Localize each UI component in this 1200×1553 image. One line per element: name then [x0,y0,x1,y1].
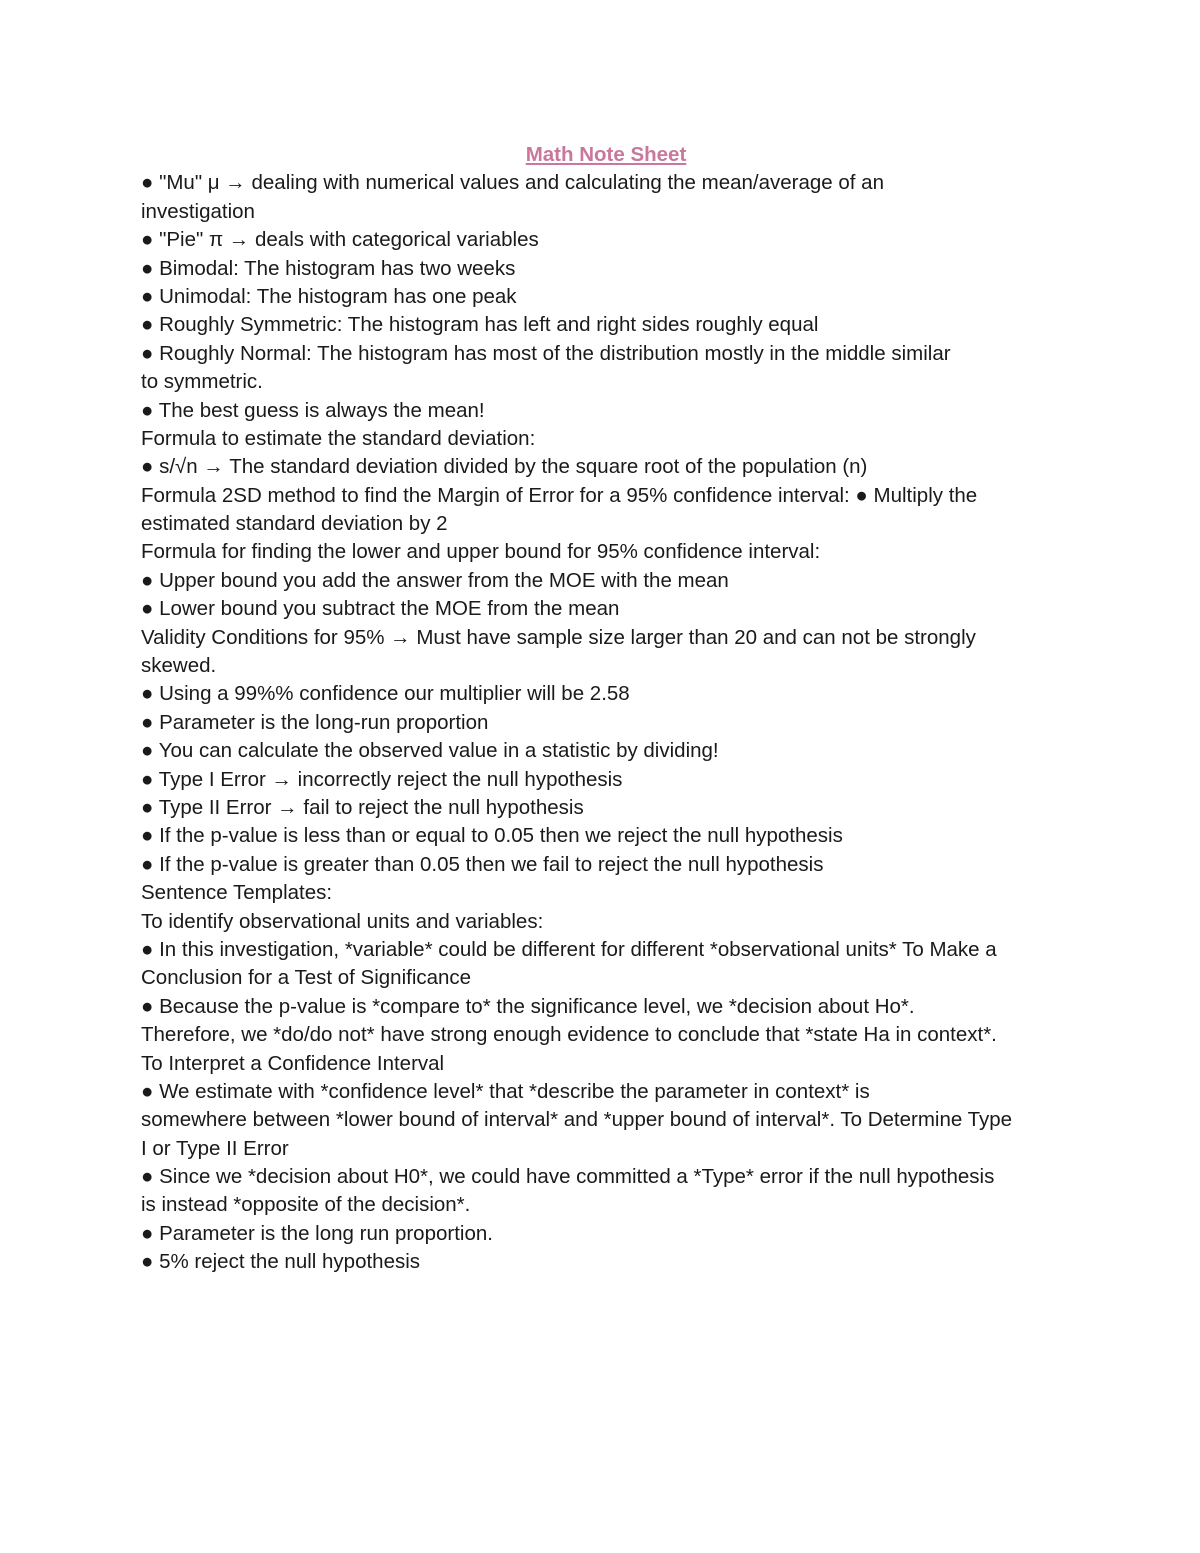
note-line: Validity Conditions for 95% → Must have sample size larger than 20 and can not be strongly [141,625,976,649]
note-line: ● You can calculate the observed value in a statistic by dividing! [141,739,719,763]
note-line: ● Type I Error → incorrectly reject the null hypothesis [141,767,623,791]
note-line: ● Lower bound you subtract the MOE from the mean [141,597,620,621]
note-line: ● "Pie" π → deals with categorical variables [141,228,539,252]
note-line: somewhere between *lower bound of interval* and *upper bound of interval*. To Determine Type [141,1108,1013,1132]
note-line: Sentence Templates: [141,881,333,905]
note-line: investigation [141,199,255,223]
note-lines [141,169,1071,1276]
note-line: ● Since we *decision about H0*, we could have committed a *Type* error if the null hypothesis [141,1165,995,1189]
note-line: ● Type II Error → fail to reject the null hypothesis [141,795,584,819]
note-line: skewed. [141,654,217,678]
note-line: ● Because the p-value is *compare to* the significance level, we *decision about Ho*. [141,994,915,1018]
note-line: ● Roughly Normal: The histogram has most of the distribution mostly in the middle similar [141,341,951,365]
note-line: to symmetric. [141,370,263,394]
note-line: ● s/√n → The standard deviation divided by the square root of the population (n) [141,455,868,479]
note-line: ● 5% reject the null hypothesis [141,1250,421,1274]
note-line: ● Using a 99%% confidence our multiplier will be 2.58 [141,682,630,706]
note-line: Conclusion for a Test of Significance [141,966,472,990]
note-line: Formula 2SD method to find the Margin of Error for a 95% confidence interval: ● Multiply the [141,483,978,507]
note-line: ● If the p-value is greater than 0.05 then we fail to reject the null hypothesis [141,852,824,876]
note-line: ● Upper bound you add the answer from the MOE with the mean [141,568,729,592]
note-line: ● "Mu" μ → dealing with numerical values and calculating the mean/average of an [141,171,884,195]
note-line: ● If the p-value is less than or equal to 0.05 then we reject the null hypothesis [141,824,843,848]
note-line: ● Parameter is the long run proportion. [141,1221,493,1245]
note-line: ● The best guess is always the mean! [141,398,485,422]
note-line: To identify observational units and variables: [141,909,544,933]
note-line: ● Bimodal: The histogram has two weeks [141,256,516,280]
note-line: I or Type II Error [141,1136,289,1160]
document-title: Math Note Sheet [525,143,687,166]
note-line: Formula to estimate the standard deviation: [141,426,536,450]
note-line: ● Roughly Symmetric: The histogram has left and right sides roughly equal [141,313,819,337]
note-line: Formula for finding the lower and upper bound for 95% confidence interval: [141,540,821,564]
note-line: ● Unimodal: The histogram has one peak [141,284,517,308]
note-line: ● Parameter is the long-run proportion [141,710,489,734]
document-body [141,141,1071,1277]
note-line: estimated standard deviation by 2 [141,512,448,536]
note-line: is instead *opposite of the decision*. [141,1193,471,1217]
note-line: ● In this investigation, *variable* could be different for different *observational units* To Make a [141,937,997,961]
note-line: To Interpret a Confidence Interval [141,1051,445,1075]
note-line: Therefore, we *do/do not* have strong enough evidence to conclude that *state Ha in context*. [141,1023,997,1047]
note-line: ● We estimate with *confidence level* that *describe the parameter in context* is [141,1079,870,1103]
